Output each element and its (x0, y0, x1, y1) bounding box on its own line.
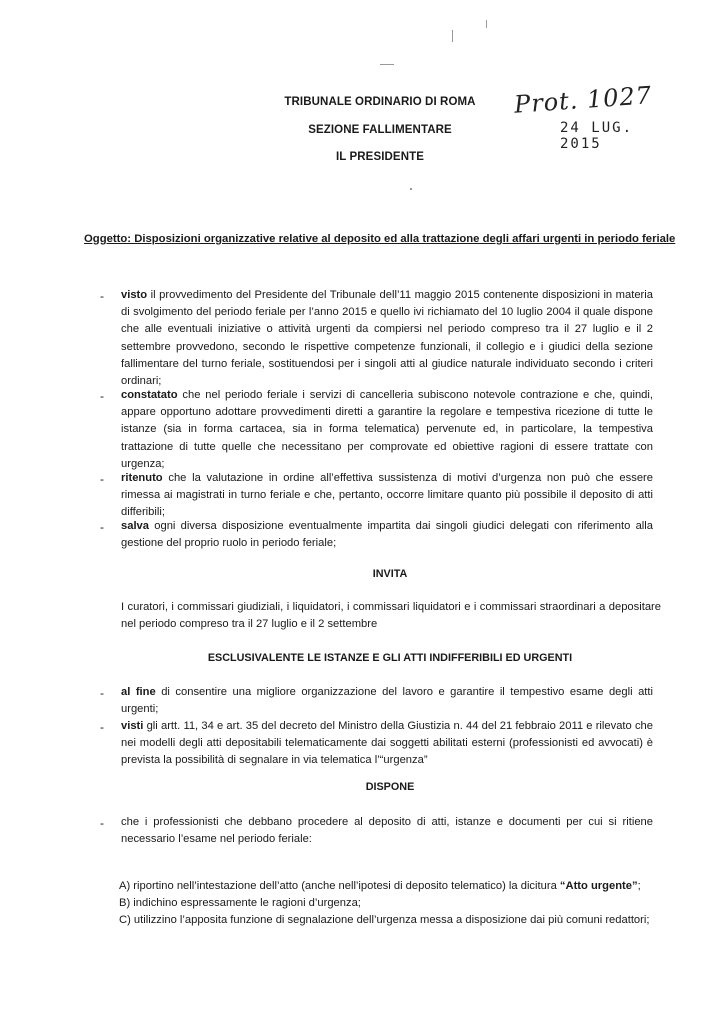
protocol-number: Prot. 1027 (513, 81, 653, 119)
premise-keyword: salva (121, 520, 149, 532)
premise-keyword: visto (121, 289, 148, 301)
invita-text: I curatori, i commissari giudiziali, i liquidatori, i commissari liquidatori e i commissari straordinari a depositare nel periodo compreso tra il 27 luglio e il 2 settembre (121, 601, 661, 631)
bullet-dash: - (100, 686, 104, 700)
premise-ritenuto (121, 470, 653, 522)
protocol-date: 24 LUG. 2015 (560, 120, 634, 152)
dispone-heading: DISPONE (365, 781, 415, 793)
president-title: IL PRESIDENTE (336, 151, 424, 163)
purpose-keyword: al fine (121, 686, 156, 698)
purpose-al-fine (121, 684, 653, 718)
protocol-stamp (512, 81, 662, 156)
court-name: TRIBUNALE ORDINARIO DI ROMA (284, 96, 476, 108)
bullet-dash: - (100, 389, 104, 403)
premise-constatato (121, 387, 653, 473)
bullet-dash: - (100, 472, 104, 486)
premise-text: il provvedimento del Presidente del Tribunale dell’11 maggio 2015 contenente disposizioni in materia di svolgimento del periodo feriale per l’anno 2015 e quello ivi richiamato del 10 luglio 2004 il quale dispone che alle eventuali iniziative o attività urgenti da compiersi nel periodo compreso tra il 27 luglio e il 2 settembre provvedono, secondo le rispettive competenze funzionali, il collegio e i giudici della sezione fallimentare del turno feriale, sostituendosi per i singoli atti al giudice naturale individuato secondo i criteri ordinari; (121, 289, 653, 388)
purpose-keyword: visti (121, 720, 144, 732)
purpose-text: gli artt. 11, 34 e art. 35 del decreto del Ministro della Giustizia n. 44 del 21 febbraio 2011 e rilevato che nei modelli degli atti depositabili telematicamente dai soggetti abilitati esterni (professionisti ed avvocati) è prevista la possibilità di segnalare in via telematica l’“urgenza” (121, 720, 653, 767)
premise-text: che la valutazione in ordine all’effettiva sussistenza di motivi d’urgenza non può che essere rimessa ai magistrati in turno feriale e che, pertanto, occorre limitare quanto più possibile il deposito di atti differibili; (121, 472, 653, 519)
premise-keyword: ritenuto (121, 472, 163, 484)
bullet-dash: - (100, 720, 104, 734)
exclusive-heading: ESCLUSIVALENTE LE ISTANZE E GLI ATTI INDIFFERIBILI ED URGENTI (207, 652, 573, 664)
subject-line: Oggetto: Disposizioni organizzative relative al deposito ed alla trattazione degli affari urgenti in periodo feriale (84, 233, 676, 245)
point-a-text: A) riportino nell’intestazione dell’atto (anche nell’ipotesi di deposito telematico) la dicitura (119, 880, 560, 892)
point-a-bold: “Atto urgente” (559, 880, 638, 892)
premise-keyword: constatato (121, 389, 178, 401)
premise-text: che nel periodo feriale i servizi di cancelleria subiscono notevole contrazione e che, quindi, appare opportuno adottare provvedimenti diretti a garantire la regolare e tempestiva ricezione di tutte le istanze (sia in forma cartacea, sia in forma telematica) pervenute ed, in particolare, la tempestiva trattazione di tutte quelle che necessitano per comprovate ed obiettive ragioni di essere trattate con urgenza; (121, 389, 653, 470)
purpose-visti (121, 718, 653, 770)
dispone-text: che i professionisti che debbano procedere al deposito di atti, istanze e documenti per cui si ritiene necessario l’esame nel periodo feriale: (121, 816, 653, 846)
scan-speck (452, 30, 453, 42)
bullet-dash: - (100, 816, 104, 830)
bullet-dash: - (100, 520, 104, 534)
point-a-end: ; (637, 880, 641, 892)
purpose-text: di consentire una migliore organizzazione del lavoro e garantire il tempestivo esame degli atti urgenti; (121, 686, 653, 716)
invita-heading: INVITA (372, 568, 408, 580)
section-name: SEZIONE FALLIMENTARE (308, 124, 452, 136)
bullet-dash: - (100, 289, 104, 303)
premise-salva (121, 518, 653, 552)
premise-text: ogni diversa disposizione eventualmente impartita dai singoli giudici delegati con riferimento alla gestione del proprio ruolo in periodo feriale; (121, 520, 653, 550)
scan-speck (486, 20, 487, 28)
point-b: B) indichino espressamente le ragioni d’urgenza; (119, 897, 361, 909)
scan-speck (380, 64, 394, 65)
premise-visto (121, 287, 653, 390)
scan-speck (410, 188, 412, 190)
point-c: C) utilizzino l’apposita funzione di segnalazione dell’urgenza messa a disposizione dai più comuni redattori; (119, 914, 650, 926)
point-a (119, 878, 679, 895)
